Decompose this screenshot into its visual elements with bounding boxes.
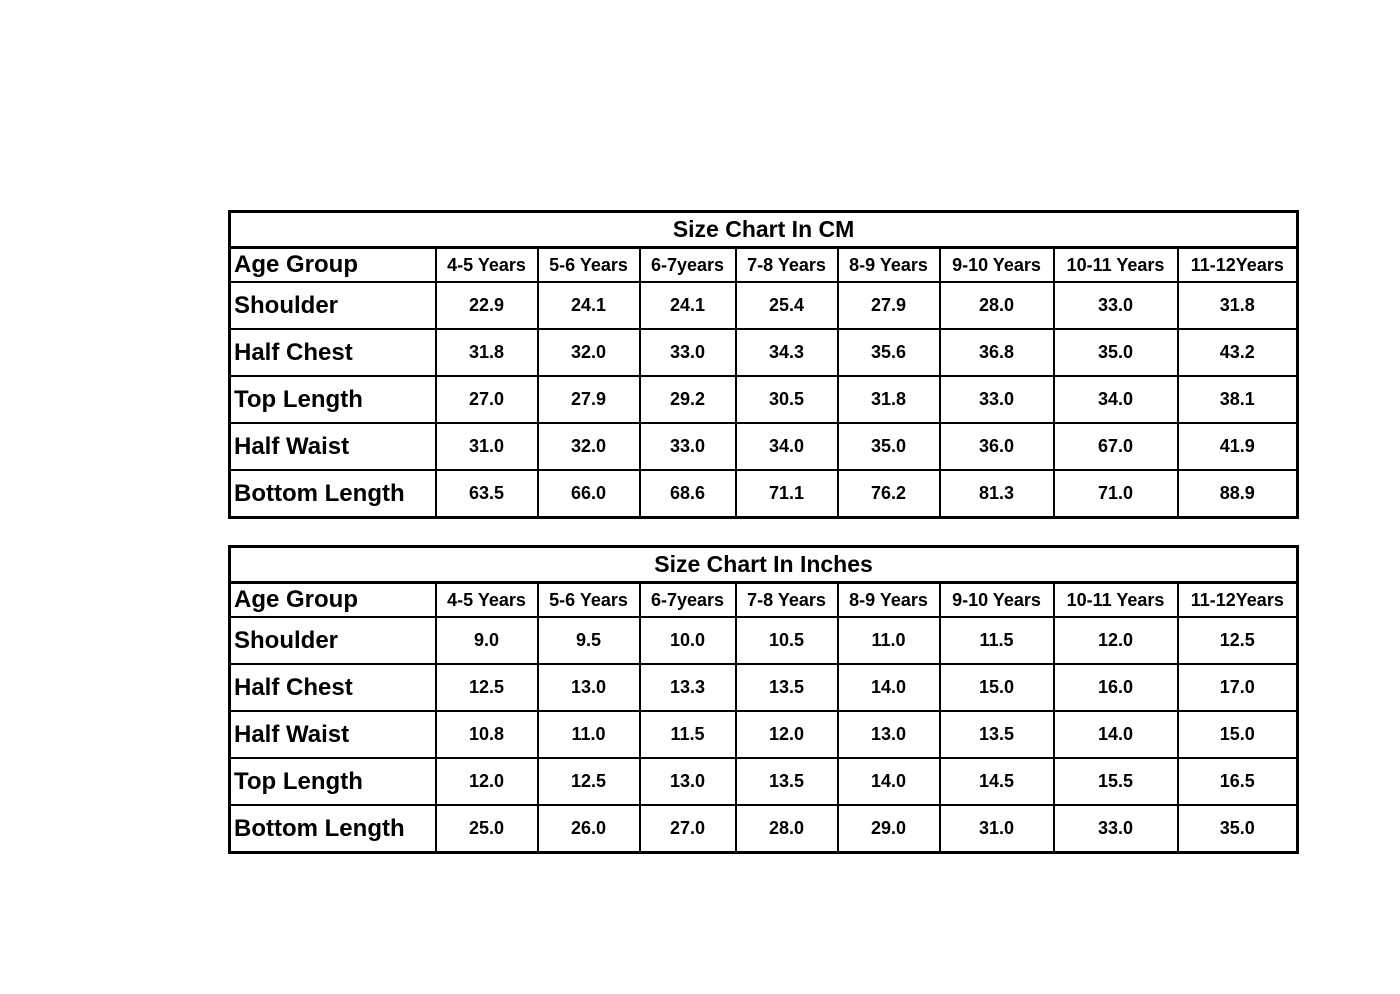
column-header: 4-5 Years: [436, 583, 538, 618]
column-header: 11-12Years: [1178, 583, 1298, 618]
table-cell: 38.1: [1178, 376, 1298, 423]
table-cell: 66.0: [538, 470, 640, 518]
table-row: [230, 758, 1298, 805]
table-row: [230, 470, 1298, 518]
table-cell: 14.5: [940, 758, 1054, 805]
table-title-row: [230, 547, 1298, 583]
column-header: 5-6 Years: [538, 583, 640, 618]
table-title-row: [230, 212, 1298, 248]
row-label: Half Waist: [230, 423, 436, 470]
table-cell: 28.0: [736, 805, 838, 853]
row-label: Bottom Length: [230, 470, 436, 518]
table-header-row: [230, 248, 1298, 283]
table-cell: 10.8: [436, 711, 538, 758]
table-cell: 35.0: [1178, 805, 1298, 853]
table-row: [230, 617, 1298, 664]
table-title: Size Chart In Inches: [230, 547, 1298, 583]
table-cell: 31.8: [436, 329, 538, 376]
table-cell: 31.8: [1178, 282, 1298, 329]
column-header: 6-7years: [640, 583, 736, 618]
column-header: 10-11 Years: [1054, 583, 1178, 618]
table-cell: 71.1: [736, 470, 838, 518]
row-label: Half Chest: [230, 664, 436, 711]
table-cell: 27.0: [640, 805, 736, 853]
size-chart-cm-table: [228, 210, 1299, 519]
table-cell: 32.0: [538, 423, 640, 470]
table-cell: 12.0: [436, 758, 538, 805]
table-cell: 33.0: [640, 423, 736, 470]
table-cell: 24.1: [640, 282, 736, 329]
table-cell: 9.0: [436, 617, 538, 664]
table-cell: 12.5: [436, 664, 538, 711]
table-cell: 24.1: [538, 282, 640, 329]
table-cell: 25.4: [736, 282, 838, 329]
row-label: Top Length: [230, 376, 436, 423]
column-header: 9-10 Years: [940, 583, 1054, 618]
table-cell: 12.5: [1178, 617, 1298, 664]
table-cell: 13.0: [838, 711, 940, 758]
table-cell: 43.2: [1178, 329, 1298, 376]
table-cell: 16.0: [1054, 664, 1178, 711]
column-header: 9-10 Years: [940, 248, 1054, 283]
table-cell: 12.0: [1054, 617, 1178, 664]
table-cell: 33.0: [640, 329, 736, 376]
table-cell: 15.5: [1054, 758, 1178, 805]
table-cell: 32.0: [538, 329, 640, 376]
row-label: Top Length: [230, 758, 436, 805]
row-label: Bottom Length: [230, 805, 436, 853]
row-label: Half Chest: [230, 329, 436, 376]
table-cell: 76.2: [838, 470, 940, 518]
table-row: [230, 711, 1298, 758]
table-cell: 13.5: [736, 664, 838, 711]
row-label: Shoulder: [230, 282, 436, 329]
table-cell: 31.0: [940, 805, 1054, 853]
table-cell: 11.0: [538, 711, 640, 758]
table-cell: 13.3: [640, 664, 736, 711]
table-cell: 31.8: [838, 376, 940, 423]
table-row: [230, 423, 1298, 470]
table-cell: 13.0: [538, 664, 640, 711]
table-cell: 67.0: [1054, 423, 1178, 470]
table-cell: 14.0: [838, 664, 940, 711]
table-cell: 13.5: [940, 711, 1054, 758]
table-cell: 35.0: [1054, 329, 1178, 376]
table-cell: 27.9: [838, 282, 940, 329]
table-cell: 9.5: [538, 617, 640, 664]
table-row: [230, 282, 1298, 329]
table-cell: 88.9: [1178, 470, 1298, 518]
table-cell: 12.0: [736, 711, 838, 758]
column-header: 11-12Years: [1178, 248, 1298, 283]
table-cell: 34.3: [736, 329, 838, 376]
table-cell: 36.8: [940, 329, 1054, 376]
column-header: 10-11 Years: [1054, 248, 1178, 283]
column-header: 7-8 Years: [736, 583, 838, 618]
age-group-header: Age Group: [230, 583, 436, 618]
table-cell: 34.0: [736, 423, 838, 470]
table-cell: 30.5: [736, 376, 838, 423]
table-cell: 33.0: [940, 376, 1054, 423]
table-row: [230, 664, 1298, 711]
table-cell: 17.0: [1178, 664, 1298, 711]
table-cell: 36.0: [940, 423, 1054, 470]
table-cell: 35.0: [838, 423, 940, 470]
table-cell: 34.0: [1054, 376, 1178, 423]
table-cell: 10.0: [640, 617, 736, 664]
table-row: [230, 376, 1298, 423]
table-cell: 15.0: [940, 664, 1054, 711]
table-cell: 27.0: [436, 376, 538, 423]
table-cell: 15.0: [1178, 711, 1298, 758]
table-cell: 11.5: [640, 711, 736, 758]
table-cell: 25.0: [436, 805, 538, 853]
table-cell: 33.0: [1054, 805, 1178, 853]
table-cell: 27.9: [538, 376, 640, 423]
table-cell: 71.0: [1054, 470, 1178, 518]
size-chart-inches-table: [228, 545, 1299, 854]
column-header: 7-8 Years: [736, 248, 838, 283]
row-label: Shoulder: [230, 617, 436, 664]
table-cell: 11.0: [838, 617, 940, 664]
column-header: 8-9 Years: [838, 248, 940, 283]
table-cell: 10.5: [736, 617, 838, 664]
table-cell: 16.5: [1178, 758, 1298, 805]
table-cell: 13.0: [640, 758, 736, 805]
table-header-row: [230, 583, 1298, 618]
table-cell: 68.6: [640, 470, 736, 518]
column-header: 5-6 Years: [538, 248, 640, 283]
table-cell: 11.5: [940, 617, 1054, 664]
column-header: 6-7years: [640, 248, 736, 283]
column-header: 8-9 Years: [838, 583, 940, 618]
table-cell: 41.9: [1178, 423, 1298, 470]
table-cell: 81.3: [940, 470, 1054, 518]
table-cell: 12.5: [538, 758, 640, 805]
table-cell: 22.9: [436, 282, 538, 329]
table-cell: 26.0: [538, 805, 640, 853]
table-cell: 14.0: [1054, 711, 1178, 758]
table-cell: 29.0: [838, 805, 940, 853]
table-cell: 28.0: [940, 282, 1054, 329]
table-cell: 14.0: [838, 758, 940, 805]
table-cell: 63.5: [436, 470, 538, 518]
table-cell: 13.5: [736, 758, 838, 805]
table-cell: 35.6: [838, 329, 940, 376]
table-row: [230, 805, 1298, 853]
table-title: Size Chart In CM: [230, 212, 1298, 248]
table-cell: 31.0: [436, 423, 538, 470]
column-header: 4-5 Years: [436, 248, 538, 283]
table-cell: 33.0: [1054, 282, 1178, 329]
age-group-header: Age Group: [230, 248, 436, 283]
table-row: [230, 329, 1298, 376]
table-cell: 29.2: [640, 376, 736, 423]
row-label: Half Waist: [230, 711, 436, 758]
